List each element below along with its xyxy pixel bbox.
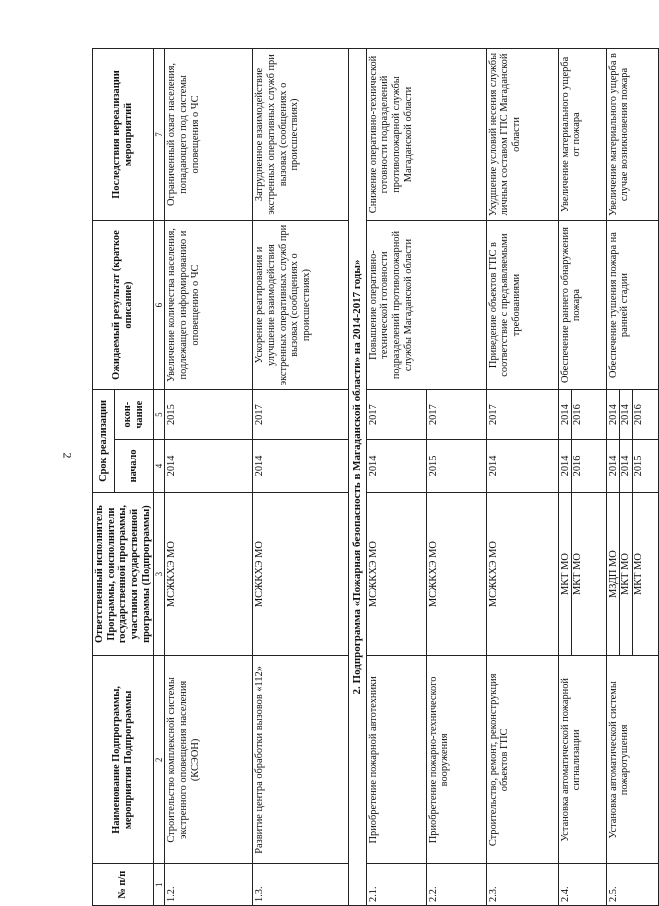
table-row (558, 49, 606, 906)
header-consequences: Последствия нереализации мероприятий (93, 49, 154, 221)
row-executor: МСЖКХЭ МО (253, 492, 349, 656)
table-row (366, 49, 426, 906)
row-number: 2.3. (486, 864, 558, 906)
end-line: 2016 (571, 390, 584, 439)
header-term-start: начало (114, 440, 153, 493)
row-number: 1.3. (253, 864, 349, 906)
section-row (349, 49, 366, 906)
executor-line: МЗДП МО (607, 550, 619, 598)
table-row (486, 49, 558, 906)
executor-line: МКТ МО (571, 493, 584, 656)
row-end: 2015 (165, 390, 253, 440)
row-start (606, 440, 658, 493)
row-executor (606, 492, 658, 656)
header-num: № п/п (93, 864, 154, 906)
row-name: Строительство комплексной системы экстренного оповещения населения (КСЭОН) (165, 656, 253, 864)
rotated-page (92, 48, 644, 906)
row-consequences: Ограниченный охват населения, попадающего под системы оповещения о ЧС (165, 49, 253, 221)
row-result: Ускорение реагирования и улучшение взаимодействия экстренных оперативных служб при вызовах (сообщениях о происшествиях) (253, 220, 349, 389)
row-end: 2017 (486, 390, 558, 440)
table-row (606, 49, 658, 906)
row-start: 2014 (486, 440, 558, 493)
end-line: 2016 (632, 390, 645, 439)
row-end: 2017 (426, 390, 486, 440)
column-number: 3 (154, 492, 165, 656)
header-result: Ожидаемый результат (краткое описание) (93, 220, 154, 389)
row-executor: МСЖКХЭ МО (165, 492, 253, 656)
row-start: 2014 (253, 440, 349, 493)
row-start (558, 440, 606, 493)
row-start: 2014 (366, 440, 426, 493)
column-number: 4 (154, 440, 165, 493)
row-end (606, 390, 658, 440)
column-number: 7 (154, 49, 165, 221)
row-executor: МСЖКХЭ МО (486, 492, 558, 656)
row-name: Приобретение пожарной автотехники (366, 656, 426, 864)
row-name: Установка автоматической системы пожаротушения (606, 656, 658, 864)
table-row (253, 49, 349, 906)
row-result: Обеспечение тушения пожара на ранней стадии (606, 220, 658, 389)
start-line: 2014 (607, 455, 619, 477)
row-end: 2017 (253, 390, 349, 440)
executor-line: МКТ МО (559, 553, 571, 596)
row-consequences: Увеличение материального ущерба в случае возникновения пожара (606, 49, 658, 221)
column-number: 1 (154, 864, 165, 906)
header-term: Срок реализации (93, 390, 115, 493)
row-name: Приобретение пожарно-технического вооружения (426, 656, 486, 864)
row-consequences: Увеличение материального ущерба от пожара (558, 49, 606, 221)
executor-line: МКТ МО (619, 493, 632, 656)
row-number: 2.1. (366, 864, 426, 906)
row-end: 2017 (366, 390, 426, 440)
page-number: 2 (60, 452, 75, 459)
column-number: 6 (154, 220, 165, 389)
row-consequences: Затрудненное взаимодействие экстренных оперативных служб при вызовах (сообщениях о происшествиях) (253, 49, 349, 221)
row-name: Развитие центра обработки вызовов «112» (253, 656, 349, 864)
row-result: Обеспечение раннего обнаружения пожара (558, 220, 606, 389)
row-name: Установка автоматической пожарной сигнализации (558, 656, 606, 864)
column-number-row (154, 49, 165, 906)
row-result: Увеличение количества населения, подлежащего информированию и оповещению о ЧС (165, 220, 253, 389)
end-line: 2014 (619, 390, 632, 439)
section-title: 2. Подпрограмма «Пожарная безопасность в Магаданской области» на 2014-2017 годы» (349, 49, 366, 906)
header-executor: Ответственный исполнитель Программы, соисполнители государственной программы, участники государственной программы (Подпрограммы) (93, 492, 154, 656)
row-start: 2015 (426, 440, 486, 493)
column-number: 5 (154, 390, 165, 440)
row-executor (558, 492, 606, 656)
row-number: 2.5. (606, 864, 658, 906)
column-number: 2 (154, 656, 165, 864)
program-table (92, 48, 659, 906)
end-line: 2014 (559, 404, 571, 426)
row-start: 2014 (165, 440, 253, 493)
header-term-end: окон-чание (114, 390, 153, 440)
start-line: 2014 (559, 455, 571, 477)
header-name: Наименование Подпрограммы, мероприятия Подпрограммы (93, 656, 154, 864)
row-executor: МСЖКХЭ МО (366, 492, 426, 656)
row-result: Повышение оперативно-технической готовности подразделений противопожарной службы Магаданской области (366, 220, 486, 389)
start-line: 2014 (619, 440, 632, 492)
row-result: Приведение объектов ГПС в соответствие с предъявляемыми требованиями (486, 220, 558, 389)
row-consequences: Снижение оперативно-технической готовности подразделений противопожарной службы Магаданской области (366, 49, 486, 221)
row-number: 2.4. (558, 864, 606, 906)
row-executor: МСЖКХЭ МО (426, 492, 486, 656)
table-row (165, 49, 253, 906)
end-line: 2014 (607, 404, 619, 426)
row-number: 1.2. (165, 864, 253, 906)
row-name: Строительство, ремонт, реконструкция объектов ГПС (486, 656, 558, 864)
row-consequences: Ухудшение условий несения службы личным составом ГПС Магаданской области (486, 49, 558, 221)
row-end (558, 390, 606, 440)
executor-line: МКТ МО (632, 493, 645, 656)
start-line: 2015 (632, 440, 645, 492)
row-number: 2.2. (426, 864, 486, 906)
start-line: 2016 (571, 440, 584, 492)
